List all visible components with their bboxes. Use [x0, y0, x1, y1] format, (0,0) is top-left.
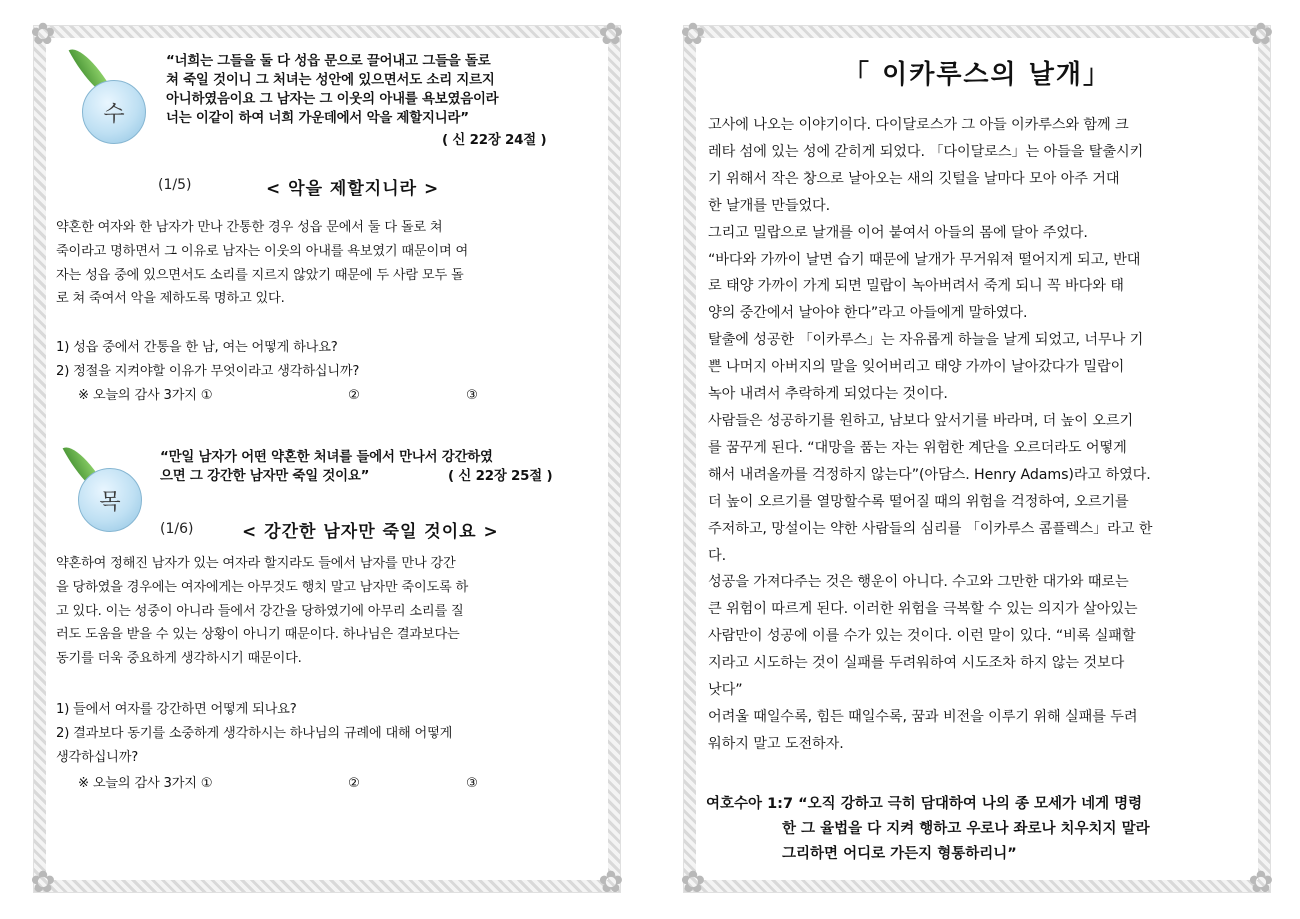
floral-corner-icon: ✿ [30, 865, 56, 900]
thanks-number-2: ② [348, 776, 360, 791]
devotion-body: 약혼하여 정해진 남자가 있는 여자라 할지라도 들에서 남자를 만나 강간 을 당하였을 경우에는 여자에게는 아무것도 행치 말고 남자만 죽이도록 하 고 있다. 이는 성중이 아니라 들에서 강간을 당하였기에 아무리 소리를 질 러도 도움을 받을 수 있는 상황이 아니기 때문이다. 하나님은 결과보다는 동기를 더욱 중요하게 생각하시기 때문이다. [56, 556, 469, 667]
question-list: 1) 성읍 중에서 간통을 한 남, 여는 어떻게 하나요? 2) 정절을 지켜야할 이유가 무엇이라고 생각하십니까? [56, 340, 360, 379]
section-heading: < 악을 제할지니라 > [266, 179, 440, 199]
badge-letter: 수 [103, 102, 125, 127]
thanks-number-2: ② [348, 388, 360, 403]
badge-letter: 목 [99, 490, 121, 515]
section-heading: < 강간한 남자만 죽일 것이요 > [242, 522, 499, 542]
page-title: 「 이카루스의 날개」 [843, 60, 1111, 90]
flower-badge-icon [78, 468, 142, 532]
closing-scripture: 여호수아 1:7 “오직 강하고 극히 담대하여 나의 종 모세가 네게 명령 한 그 율법을 다 지켜 행하고 우로나 좌로나 치우치지 말라 그리하면 어디로 가든지 형통하리니” [706, 796, 1150, 862]
thanks-number-3: ③ [466, 776, 478, 791]
right-page [680, 17, 1274, 900]
scripture-reference: ( 신 22장 25절 ) [448, 469, 553, 484]
devotion-body: 약혼한 여자와 한 남자가 만나 간통한 경우 성읍 문에서 둘 다 돌로 쳐 죽이라고 명하면서 그 이유로 남자는 이웃의 아내를 욕보였기 때문이며 여 자는 성읍 중에 있으면서도 소리를 지르지 않았기 때문에 두 사람 모두 돌 로 쳐 죽여서 악을 제하도록 명하고 있다. [56, 220, 469, 307]
floral-corner-icon: ✿ [598, 865, 624, 900]
thanks-line: ※ 오늘의 감사 3가지 ① [78, 776, 213, 791]
date-label: (1/5) [158, 177, 192, 193]
floral-corner-icon: ✿ [598, 17, 624, 52]
floral-corner-icon: ✿ [680, 17, 706, 52]
flower-badge-icon [82, 80, 146, 144]
floral-corner-icon: ✿ [30, 17, 56, 52]
scripture-quote: “너희는 그들을 둘 다 성읍 문으로 끌어내고 그들을 돌로 쳐 죽일 것이니 그 처녀는 성안에 있으면서도 소리 지르지 아니하였음이요 그 남자는 그 이웃의 아내를 욕보였음이라 너는 이같이 하여 너희 가운데에서 악을 제할지니라” [166, 54, 499, 126]
essay-body: 고사에 나오는 이야기이다. 다이달로스가 그 아들 이카루스와 함께 크 레타 섬에 있는 성에 갇히게 되었다. 「다이달로스」는 아들을 탈출시키 기 위해서 작은 창으로 날아오는 새의 깃털을 날마다 모아 아주 거대 한 날개를 만들었다. 그리고 밀랍으로 날개를 이어 붙여서 아들의 몸에 달아 주었다. “바다와 가까이 날면 습기 때문에 날개가 무거워져 떨어지게 되고, 반대 로 태양 가까이 가게 되면 밀랍이 녹아버려서 죽게 되니 꼭 바다와 태 양의 중간에서 날아야 한다”라고 아들에게 말하였다. 탈출에 성공한 「이카루스」는 자유롭게 하늘을 날게 되었고, 너무나 기 쁜 나머지 아버지의 말을 잊어버리고 태양 가까이 날아갔다가 밀랍이 녹아 내려서 추락하게 되었다는 것이다. 사람들은 성공하기를 원하고, 남보다 앞서기를 바라며, 더 높이 오르기 를 꿈꾸게 된다. “대망을 품는 자는 위험한 계단을 오르더라도 어떻게 해서 내려올까를 걱정하지 않는다”(아담스. Henry Adams)라고 하였다. 더 높이 오르기를 열망할수록 떨어질 때의 위험을 걱정하여, 오르기를 주저하고, 망설이는 약한 사람들의 심리를 「이카루스 콤플렉스」라고 한 다. 성공을 가져다주는 것은 행운이 아니다. 수고와 그만한 대가와 때로는 큰 위험이 따르게 된다. 이러한 위험을 극복할 수 있는 의지가 살아있는 사람만이 성공에 이를 수가 있는 것이다. 이런 말이 있다. “비록 실패할 지라고 시도하는 것이 실패를 두려워하여 시도조차 하지 않는 것보다 낫다” 어려울 때일수록, 힘든 때일수록, 꿈과 비전을 이루기 위해 실패를 두려 워하지 말고 도전하자. [708, 117, 1153, 752]
question-list: 1) 들에서 여자를 강간하면 어떻게 되나요? 2) 결과보다 동기를 소중하게 생각하시는 하나님의 규례에 대해 어떻게 생각하십니까? [56, 702, 453, 765]
floral-corner-icon: ✿ [1248, 865, 1274, 900]
floral-corner-icon: ✿ [680, 865, 706, 900]
thanks-number-3: ③ [466, 388, 478, 403]
date-label: (1/6) [160, 521, 194, 537]
scripture-quote: “만일 남자가 어떤 약혼한 처녀를 들에서 만나서 강간하였 으면 그 강간한 남자만 죽일 것이요” [160, 450, 493, 484]
left-page [30, 17, 624, 900]
floral-corner-icon: ✿ [1248, 17, 1274, 52]
thanks-line: ※ 오늘의 감사 3가지 ① [78, 388, 213, 403]
scripture-reference: ( 신 22장 24절 ) [442, 133, 547, 148]
